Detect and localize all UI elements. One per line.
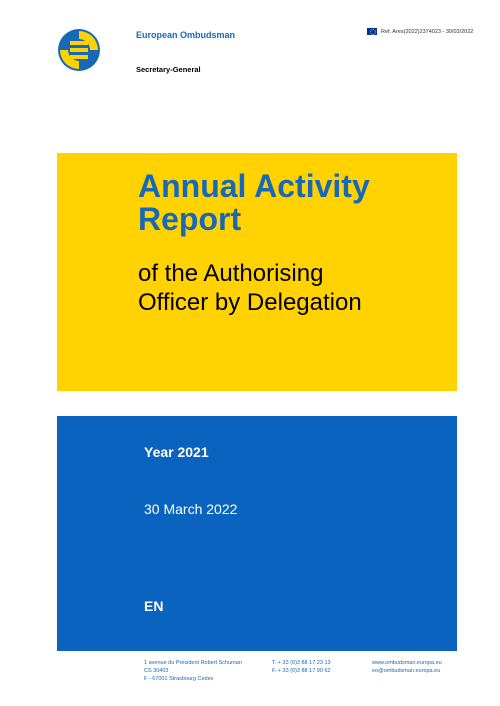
phone-number: T. + 33 (0)3 88 17 23 13: [272, 660, 331, 666]
department-name: Secretary-General: [136, 65, 201, 74]
subtitle-line-2: Officer by Delegation: [138, 289, 362, 316]
email-link[interactable]: eo@ombudsman.europa.eu: [372, 668, 441, 674]
website-link[interactable]: www.ombudsman.europa.eu: [372, 660, 442, 666]
reference-text: Ref. Ares(2022)2374023 - 30/03/2022: [381, 28, 474, 35]
language-code: EN: [144, 598, 164, 614]
fax-number: F. + 33 (0)3 88 17 90 62: [272, 668, 331, 674]
footer-web: [372, 659, 442, 675]
address-line: F - 67001 Strasbourg Cedex: [144, 676, 214, 682]
report-date: 30 March 2022: [144, 501, 238, 517]
organization-name: European Ombudsman: [136, 30, 236, 40]
footer-phones: [272, 659, 331, 675]
footer-address: [144, 659, 242, 683]
title-line-1: Annual Activity: [138, 168, 370, 204]
subtitle-line-1: of the Authorising: [138, 260, 324, 287]
reference-stamp: [367, 28, 473, 35]
ombudsman-logo-icon: [57, 28, 101, 72]
details-panel: [57, 416, 457, 651]
address-line: CS 30403: [144, 668, 169, 674]
report-subtitle: [138, 259, 362, 317]
eu-flag-icon: [367, 28, 377, 35]
title-line-2: Report: [138, 201, 242, 237]
report-year: Year 2021: [144, 444, 209, 460]
report-title: [138, 170, 370, 236]
address-line: 1 avenue du Président Robert Schuman: [144, 660, 242, 666]
